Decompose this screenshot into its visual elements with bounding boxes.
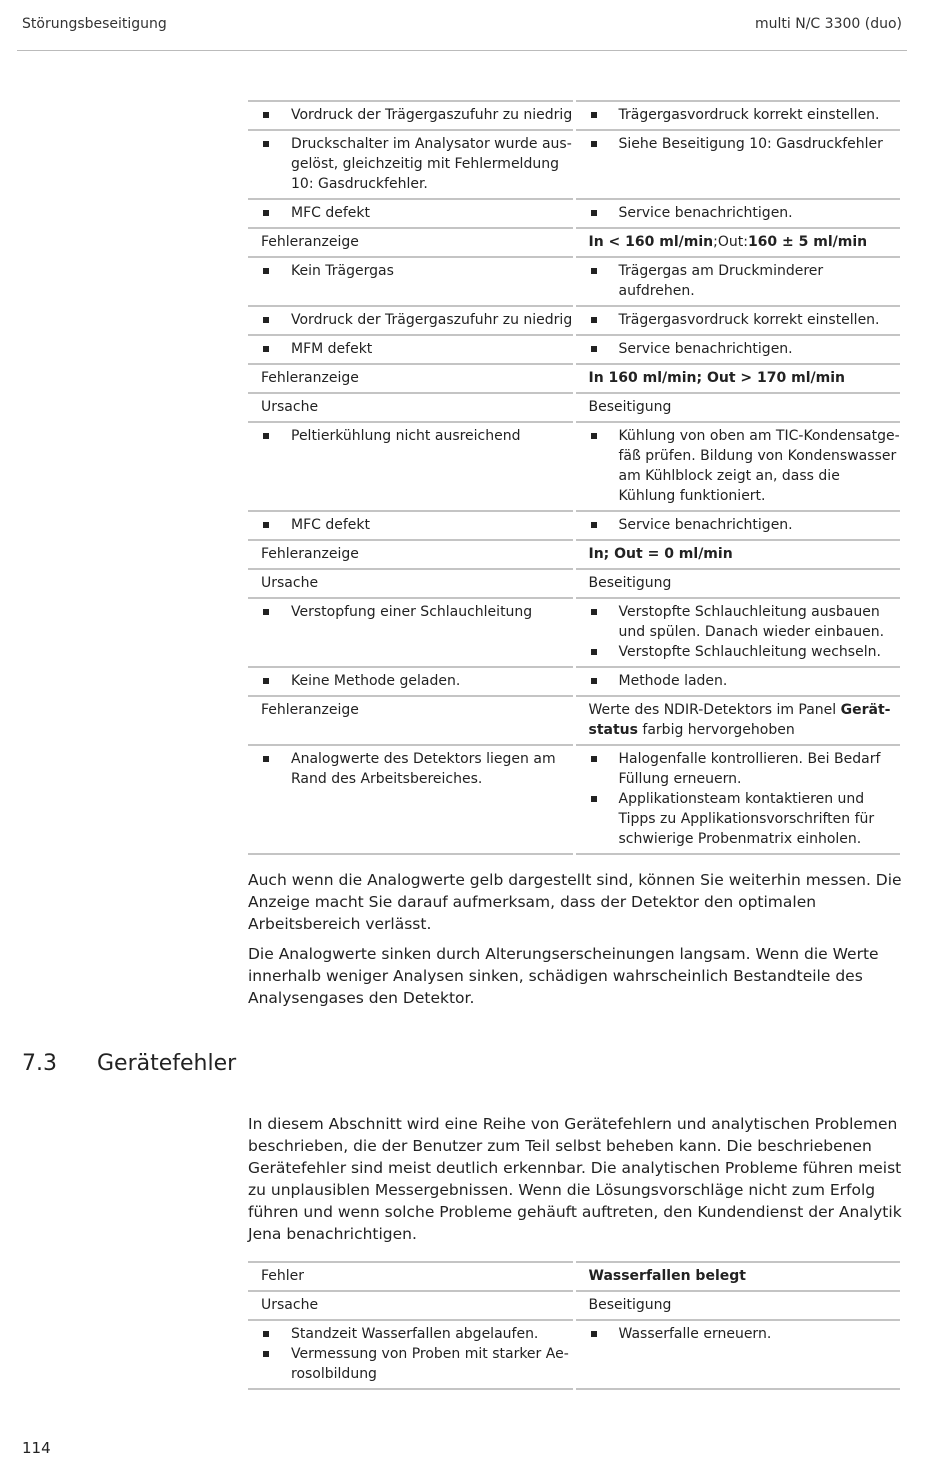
bullet-item: Vordruck der Trägergaszufuhr zu niedrig	[261, 310, 573, 330]
section-heading	[22, 1049, 904, 1079]
bullet-list	[589, 203, 901, 223]
bullet-list	[261, 339, 573, 359]
cell-text: Ursache	[261, 399, 319, 415]
bullet-list	[261, 105, 573, 125]
troubleshooting-table-2	[245, 1261, 903, 1390]
cell-text: In < 160 ml/min	[588, 234, 714, 250]
bullet-item: Analogwerte des Detektors liegen am Rand des Arbeitsbereiches.	[261, 749, 573, 789]
table-cell	[576, 229, 901, 258]
bullet-item: Trägergas am Druckminderer aufdrehen.	[589, 261, 901, 301]
bullet-list	[261, 426, 573, 446]
table-row	[248, 512, 900, 541]
table-row	[248, 394, 900, 423]
table-row	[248, 258, 900, 307]
table-row	[248, 697, 900, 746]
bullet-list	[589, 105, 901, 125]
table-cell	[576, 668, 901, 697]
table-cell	[248, 541, 573, 570]
bullet-item: Verstopfte Schlauchleitung wechseln.	[589, 642, 901, 662]
table-row	[248, 668, 900, 697]
bullet-list	[261, 1324, 573, 1384]
table-cell	[576, 1261, 901, 1292]
cell-text: Fehleranzeige	[261, 234, 359, 250]
paragraph-intro: In diesem Abschnitt wird eine Reihe von Gerätefehlern und analytischen Problemen beschrieben, die der Benutzer zum Teil selbst beheben kann. Die beschriebenen Gerätefehler sind meist deutlich erkennbar. Die analytischen Probleme führen meist zu unplausiblen Messergebnissen. Wenn die Lösungsvorschläge nicht zum Erfolg führen und wenn solche Probleme gehäuft auftreten, den Kundendienst der Analytik Jena benachrichtigen.	[248, 1115, 902, 1243]
cell-text: Ursache	[261, 1297, 319, 1313]
table-cell	[248, 512, 573, 541]
table-row	[248, 229, 900, 258]
section-number: 7.3	[22, 1051, 57, 1076]
cell-text: Fehleranzeige	[261, 702, 359, 718]
table-cell	[248, 307, 573, 336]
bullet-item: Siehe Beseitigung 10: Gasdruckfehler	[589, 134, 901, 154]
bullet-list	[589, 602, 901, 662]
cell-text: 160 ± 5 ml/min	[747, 234, 868, 250]
bullet-item: Vordruck der Trägergaszufuhr zu niedrig	[261, 105, 573, 125]
cell-text: Fehleranzeige	[261, 546, 359, 562]
paragraph-analog-values: Auch wenn die Analogwerte gelb dargestellt sind, können Sie weiterhin messen. Die Anzeige macht Sie darauf aufmerksam, dass der Detektor den optimalen Arbeitsbereich verlässt.	[248, 871, 902, 933]
table-row	[248, 1292, 900, 1321]
bullet-item: Trägergasvordruck korrekt einstellen.	[589, 310, 901, 330]
cell-text: In 160 ml/min; Out > 170 ml/min	[588, 370, 845, 386]
cell-text: In; Out = 0 ml/min	[588, 546, 733, 562]
header-divider	[17, 50, 907, 51]
table-cell	[248, 200, 573, 229]
bullet-list	[589, 426, 901, 506]
table-cell	[576, 570, 901, 599]
table-cell	[248, 423, 573, 512]
bullet-item: Service benachrichtigen.	[589, 515, 901, 535]
table-cell	[248, 746, 573, 855]
bullet-item: MFC defekt	[261, 515, 573, 535]
table-cell	[576, 394, 901, 423]
bullet-item: Wasserfalle erneuern.	[589, 1324, 901, 1344]
bullet-item: Verstopfte Schlauchleitung ausbauen und spülen. Danach wieder einbauen.	[589, 602, 901, 642]
bullet-item: Vermessung von Proben mit starker Ae-rosolbildung	[261, 1344, 573, 1384]
table-cell	[248, 131, 573, 200]
table-cell	[248, 1292, 573, 1321]
table-cell	[248, 100, 573, 131]
table-cell	[248, 599, 573, 668]
table-cell	[576, 746, 901, 855]
table-cell	[248, 697, 573, 746]
table-row	[248, 541, 900, 570]
table-cell	[576, 200, 901, 229]
table-cell	[576, 599, 901, 668]
table-row	[248, 307, 900, 336]
bullet-list	[589, 134, 901, 154]
table-row	[248, 365, 900, 394]
bullet-list	[589, 1324, 901, 1344]
bullet-list	[261, 310, 573, 330]
table-cell	[248, 394, 573, 423]
table-cell	[248, 1261, 573, 1292]
bullet-item: MFM defekt	[261, 339, 573, 359]
header-chapter: Störungsbeseitigung	[22, 16, 167, 32]
bullet-item: Methode laden.	[589, 671, 901, 691]
paragraph-aging: Die Analogwerte sinken durch Alterungserscheinungen langsam. Wenn die Werte innerhalb weniger Analysen sinken, schädigen wahrscheinlich Bestandteile des Analysengases den Detektor.	[248, 945, 879, 1007]
table-row	[248, 570, 900, 599]
table-cell	[248, 258, 573, 307]
cell-text: Fehler	[261, 1268, 305, 1284]
bullet-list	[589, 749, 901, 849]
bullet-item: Halogenfalle kontrollieren. Bei Bedarf Füllung erneuern.	[589, 749, 901, 789]
bullet-item: Peltierkühlung nicht ausreichend	[261, 426, 573, 446]
bullet-item: Kühlung von oben am TIC-Kondensatge-fäß prüfen. Bildung von Kondenswasser am Kühlblock zeigt an, dass die Kühlung funktioniert.	[589, 426, 901, 506]
bullet-list	[589, 339, 901, 359]
table-cell	[248, 336, 573, 365]
header-product: multi N/C 3300 (duo)	[755, 16, 902, 32]
bullet-list	[261, 134, 573, 194]
bullet-list	[261, 261, 573, 281]
cell-text: Ursache	[261, 575, 319, 591]
table-cell	[576, 100, 901, 131]
table-cell	[576, 336, 901, 365]
table-cell	[576, 423, 901, 512]
table-cell	[576, 131, 901, 200]
cell-text: Gerät-status	[588, 702, 891, 738]
page-header	[0, 0, 950, 51]
bullet-item: MFC defekt	[261, 203, 573, 223]
table-row	[248, 336, 900, 365]
table-row	[248, 131, 900, 200]
table-cell	[576, 1321, 901, 1390]
cell-text: Werte des NDIR-Detektors im Panel	[588, 702, 841, 718]
table-row	[248, 746, 900, 855]
bullet-list	[261, 749, 573, 789]
bullet-list	[261, 602, 573, 622]
table-cell	[576, 697, 901, 746]
table-cell	[576, 541, 901, 570]
table-cell	[576, 1292, 901, 1321]
bullet-item: Applikationsteam kontaktieren und Tipps zu Applikationsvorschriften für schwierige Probenmatrix einholen.	[589, 789, 901, 849]
table-cell	[248, 668, 573, 697]
table-cell	[248, 365, 573, 394]
bullet-item: Kein Trägergas	[261, 261, 573, 281]
table-cell	[576, 307, 901, 336]
bullet-item: Standzeit Wasserfallen abgelaufen.	[261, 1324, 573, 1344]
content-column	[0, 51, 950, 1468]
table-cell	[576, 512, 901, 541]
table-cell	[576, 258, 901, 307]
table-cell	[248, 570, 573, 599]
page-number: 114	[22, 1439, 51, 1457]
bullet-list	[589, 671, 901, 691]
bullet-list	[589, 515, 901, 535]
cell-text: Beseitigung	[588, 575, 672, 591]
bullet-item: Trägergasvordruck korrekt einstellen.	[589, 105, 901, 125]
bullet-item: Verstopfung einer Schlauchleitung	[261, 602, 573, 622]
table-row	[248, 1321, 900, 1390]
cell-text: Fehleranzeige	[261, 370, 359, 386]
cell-text: Beseitigung	[588, 1297, 672, 1313]
table-row	[248, 423, 900, 512]
bullet-item: Service benachrichtigen.	[589, 339, 901, 359]
table-row	[248, 1261, 900, 1292]
table-row	[248, 599, 900, 668]
bullet-item: Service benachrichtigen.	[589, 203, 901, 223]
bullet-list	[261, 515, 573, 535]
section-title: Gerätefehler	[97, 1051, 237, 1076]
table-cell	[248, 229, 573, 258]
cell-text: ;Out:	[713, 234, 748, 250]
table-cell	[576, 365, 901, 394]
cell-text: Wasserfallen belegt	[588, 1268, 746, 1284]
bullet-list	[589, 261, 901, 301]
bullet-item: Keine Methode geladen.	[261, 671, 573, 691]
troubleshooting-table-1	[245, 100, 903, 855]
bullet-item: Druckschalter im Analysator wurde aus-gelöst, gleichzeitig mit Fehlermeldung 10: Gasdruckfehler.	[261, 134, 573, 194]
cell-text: Beseitigung	[588, 399, 672, 415]
bullet-list	[589, 310, 901, 330]
bullet-list	[261, 671, 573, 691]
table-row	[248, 100, 900, 131]
table-cell	[248, 1321, 573, 1390]
table-row	[248, 200, 900, 229]
cell-text: farbig hervorgehoben	[637, 722, 795, 738]
bullet-list	[261, 203, 573, 223]
